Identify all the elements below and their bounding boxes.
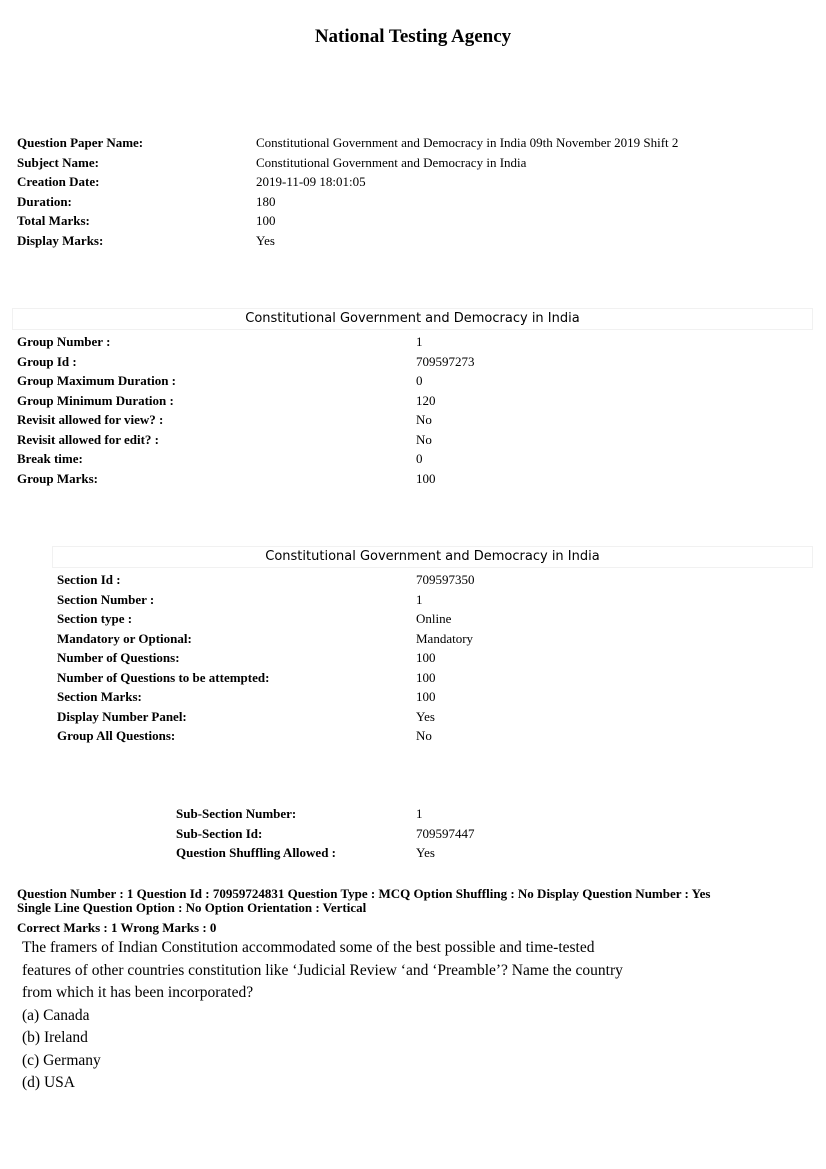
field-label: Group Number :	[17, 334, 111, 349]
subsection-info-row	[176, 845, 790, 861]
question-text-line: from which it has been incorporated?	[22, 984, 254, 1001]
field-label: Sub-Section Id:	[176, 825, 263, 841]
page-title: National Testing Agency	[314, 26, 512, 47]
field-value: 2019-11-09 18:01:05	[256, 174, 366, 189]
question-text-line: features of other countries constitution like ‘Judicial Review ‘and ‘Preamble’? Name the country	[22, 961, 623, 979]
section-info-row	[57, 709, 790, 725]
field-label: Group Marks:	[17, 470, 99, 486]
field-label: Display Marks:	[17, 232, 104, 248]
question-text-line: The framers of Indian Constitution accommodated some of the best possible and time-tested	[22, 939, 595, 956]
field-value: No	[416, 412, 432, 427]
answer-option: (c) Germany	[22, 1051, 101, 1069]
section-info-row	[57, 572, 790, 588]
field-value: Constitutional Government and Democracy in India 09th November 2019 Shift 2	[256, 135, 679, 150]
field-value: 100	[416, 650, 436, 665]
field-label: Display Number Panel:	[57, 708, 187, 724]
section-info-row	[57, 631, 790, 647]
paper-info-row	[17, 155, 790, 171]
question-meta-line-1: Question Number : 1 Question Id : 70959724831 Question Type : MCQ Option Shuffling : No Display Question Number : Yes	[17, 886, 711, 901]
field-label: Number of Questions to be attempted:	[57, 669, 270, 685]
field-label: Number of Questions:	[57, 650, 180, 665]
answer-option: (d) USA	[22, 1074, 75, 1091]
field-label: Mandatory or Optional:	[57, 630, 192, 646]
section-info-row	[57, 728, 790, 744]
group-info-row	[17, 373, 790, 389]
field-label: Section Id :	[57, 572, 121, 587]
question-marks-line: Correct Marks : 1 Wrong Marks : 0	[17, 920, 217, 935]
field-value: 0	[416, 451, 423, 466]
question-meta-line-2: Single Line Question Option : No Option Orientation : Vertical	[17, 900, 367, 915]
field-value: 100	[256, 213, 276, 228]
group-info-row	[17, 432, 790, 448]
section-info-row	[57, 592, 790, 608]
field-label: Group Minimum Duration :	[17, 392, 174, 408]
field-value: 100	[416, 669, 436, 685]
field-value: 1	[416, 591, 423, 607]
section-info-row	[57, 670, 790, 686]
field-value: Online	[416, 611, 452, 626]
field-value: 709597447	[416, 825, 475, 841]
field-value: 709597273	[416, 353, 475, 369]
field-label: Question Shuffling Allowed :	[176, 845, 337, 860]
field-label: Group Id :	[17, 353, 77, 369]
field-value: Mandatory	[416, 630, 474, 646]
field-value: No	[416, 431, 432, 447]
field-value: 0	[416, 373, 423, 388]
field-label: Total Marks:	[17, 213, 90, 228]
group-info-row	[17, 471, 790, 487]
field-value: Constitutional Government and Democracy in India	[256, 154, 527, 170]
field-label: Group Maximum Duration :	[17, 373, 177, 388]
answer-option: (a) Canada	[22, 1006, 90, 1024]
field-label: Revisit allowed for edit? :	[17, 431, 160, 447]
field-label: Duration:	[17, 193, 72, 209]
paper-info-row	[17, 233, 790, 249]
subsection-info-row	[176, 806, 790, 822]
paper-info-row	[17, 213, 790, 229]
field-value: 100	[416, 689, 436, 704]
field-value: 100	[416, 470, 436, 486]
field-label: Subject Name:	[17, 154, 99, 170]
field-value: 180	[256, 193, 276, 209]
field-value: Yes	[416, 708, 435, 724]
section-info-row	[57, 650, 790, 666]
field-label: Creation Date:	[17, 174, 100, 189]
subsection-info-row	[176, 826, 790, 842]
field-value: 1	[416, 806, 423, 821]
field-label: Group All Questions:	[57, 728, 176, 743]
field-value: Yes	[416, 845, 435, 860]
section-info-row	[57, 689, 790, 705]
field-label: Break time:	[17, 451, 83, 466]
group-info-row	[17, 451, 790, 467]
group-info-row	[17, 334, 790, 350]
field-value: Yes	[256, 232, 275, 248]
group-info-row	[17, 354, 790, 370]
section-banner: Constitutional Government and Democracy in India	[52, 546, 813, 568]
group-info-row	[17, 393, 790, 409]
group-banner: Constitutional Government and Democracy in India	[12, 308, 813, 330]
answer-option: (b) Ireland	[22, 1029, 88, 1046]
field-label: Section Number :	[57, 591, 155, 607]
field-value: No	[416, 728, 432, 743]
field-value: 120	[416, 392, 436, 408]
field-label: Revisit allowed for view? :	[17, 412, 164, 427]
field-label: Sub-Section Number:	[176, 806, 297, 821]
field-value: 1	[416, 334, 423, 349]
paper-info-row	[17, 135, 790, 151]
section-info-row	[57, 611, 790, 627]
field-label: Question Paper Name:	[17, 135, 144, 150]
paper-info-row	[17, 174, 790, 190]
paper-info-row	[17, 194, 790, 210]
field-label: Section Marks:	[57, 689, 142, 704]
field-value: 709597350	[416, 572, 475, 587]
field-label: Section type :	[57, 611, 133, 626]
group-info-row	[17, 412, 790, 428]
